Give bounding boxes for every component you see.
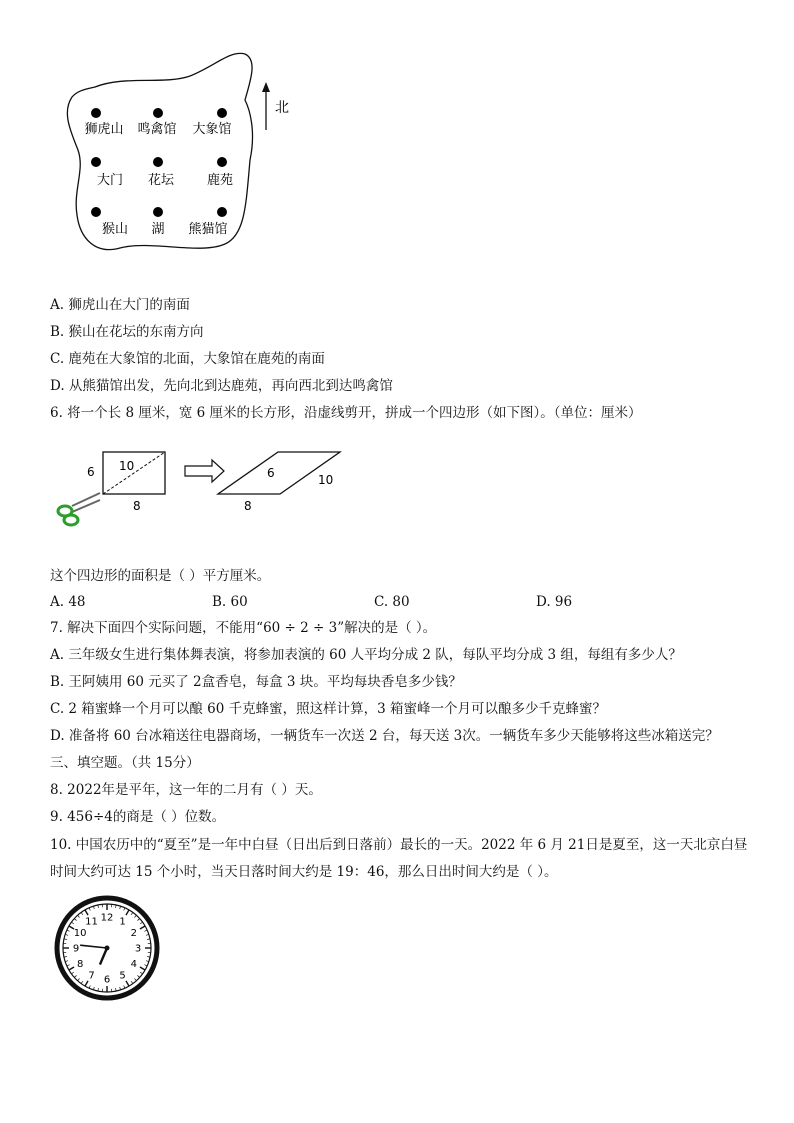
label-panda-hall: 熊猫馆 bbox=[188, 222, 228, 237]
q10-line2: 时间大约可达 15 个小时，当天日落时间大约是 19：46，那么日出时间大约是（ ）。 bbox=[50, 864, 558, 880]
scissors-icon bbox=[58, 493, 100, 525]
q6-option-a: A. 48 bbox=[50, 594, 86, 610]
q7-option-a: A. 三年级女生进行集体舞表演，将参加表演的 60 人平均分成 2 队，每队平均分成 3 组，每组有多少人？ bbox=[50, 647, 682, 663]
para-side-label: 6 bbox=[267, 466, 275, 480]
para-slant-label: 10 bbox=[318, 473, 334, 487]
label-flower-bed: 花坛 bbox=[147, 173, 175, 188]
label-lake: 湖 bbox=[151, 222, 165, 237]
zoo-boundary bbox=[67, 53, 252, 249]
q7-option-d: D. 准备将 60 台冰箱送往电器商场，一辆货车一次送 2 台，每天送 3次。一辆货车多少天能够将这些冰箱送完？ bbox=[50, 728, 719, 744]
marker-deer-park bbox=[217, 157, 227, 167]
q5-option-b: B. 猴山在花坛的东南方向 bbox=[50, 324, 204, 340]
rect-height-label: 6 bbox=[87, 465, 95, 479]
marker-main-gate bbox=[91, 157, 101, 167]
q5-option-a: A. 狮虎山在大门的南面 bbox=[50, 297, 190, 313]
label-elephant-hall: 大象馆 bbox=[192, 122, 232, 137]
label-monkey-hill: 猴山 bbox=[101, 222, 129, 237]
clock-number: 6 bbox=[103, 974, 111, 986]
q10-line1: 10. 中国农历中的“夏至”是一年中白昼（日出后到日落前）最长的一天。2022 年 6 月 21日是夏至，这一天北京白昼 bbox=[50, 837, 748, 853]
clock-number: 9 bbox=[72, 943, 80, 955]
transform-arrow bbox=[185, 460, 224, 482]
section-heading: 三、填空题。（共 15分） bbox=[50, 755, 200, 771]
map-place-labels bbox=[84, 121, 233, 237]
clock-number: 3 bbox=[134, 943, 142, 955]
q6-option-b: B. 60 bbox=[212, 594, 248, 610]
q6-figure bbox=[0, 440, 794, 540]
clock-number: 8 bbox=[76, 959, 84, 970]
q6-option-d: D. 96 bbox=[536, 594, 573, 610]
marker-elephant-hall bbox=[217, 108, 227, 118]
marker-songbird-hall bbox=[153, 108, 163, 118]
clock-number: 12 bbox=[100, 912, 114, 924]
zoo-map-figure bbox=[0, 0, 794, 290]
q7-stem: 7. 解决下面四个实际问题，不能用“60 ÷ 2 ÷ 3”解决的是（ ）。 bbox=[50, 620, 437, 636]
q8: 8. 2022年是平年，这一年的二月有（ ）天。 bbox=[50, 782, 322, 798]
clock-number: 1 bbox=[119, 916, 126, 928]
north-label: 北 bbox=[275, 100, 289, 116]
label-deer-park: 鹿苑 bbox=[206, 173, 234, 188]
clock-number: 10 bbox=[73, 928, 87, 939]
label-songbird-hall: 鸣禽馆 bbox=[137, 122, 177, 137]
clock-number: 5 bbox=[119, 970, 126, 982]
rect-diagonal-label: 10 bbox=[119, 459, 135, 473]
marker-lake bbox=[153, 207, 163, 217]
q6-stem: 6. 将一个长 8 厘米，宽 6 厘米的长方形，沿虚线剪开，拼成一个四边形（如下图）。（单位：厘米） bbox=[50, 405, 642, 421]
clock-number: 11 bbox=[85, 916, 98, 928]
label-lion-tiger-hill: 狮虎山 bbox=[84, 122, 124, 137]
marker-flower-bed bbox=[153, 157, 163, 167]
marker-monkey-hill bbox=[91, 207, 101, 217]
rect-width-label: 8 bbox=[133, 499, 141, 513]
marker-panda-hall bbox=[217, 207, 227, 217]
clock-number: 7 bbox=[88, 970, 95, 982]
q6-question: 这个四边形的面积是（ ）平方厘米。 bbox=[50, 568, 271, 584]
q7-option-c: C. 2 箱蜜蜂一个月可以酿 60 千克蜂蜜，照这样计算，3 箱蜜峰一个月可以酿多少千克蜂蜜？ bbox=[50, 701, 606, 717]
q6-option-c: C. 80 bbox=[374, 594, 410, 610]
north-arrow bbox=[262, 82, 270, 130]
clock-number: 4 bbox=[130, 959, 138, 970]
para-base-label: 8 bbox=[244, 499, 252, 513]
q7-option-b: B. 王阿姨用 60 元买了 2盒香皂，每盒 3 块。平均每块香皂多少钱？ bbox=[50, 674, 462, 690]
q5-option-d: D. 从熊猫馆出发，先向北到达鹿苑，再向西北到达鸣禽馆 bbox=[50, 378, 393, 394]
clock-figure bbox=[52, 893, 162, 1003]
q9: 9. 456÷4的商是（ ）位数。 bbox=[50, 809, 226, 825]
clock-number: 2 bbox=[130, 928, 138, 939]
clock-center bbox=[105, 946, 110, 951]
marker-lion-tiger-hill bbox=[91, 108, 101, 118]
label-main-gate: 大门 bbox=[96, 173, 124, 188]
q5-option-c: C. 鹿苑在大象馆的北面，大象馆在鹿苑的南面 bbox=[50, 351, 325, 367]
